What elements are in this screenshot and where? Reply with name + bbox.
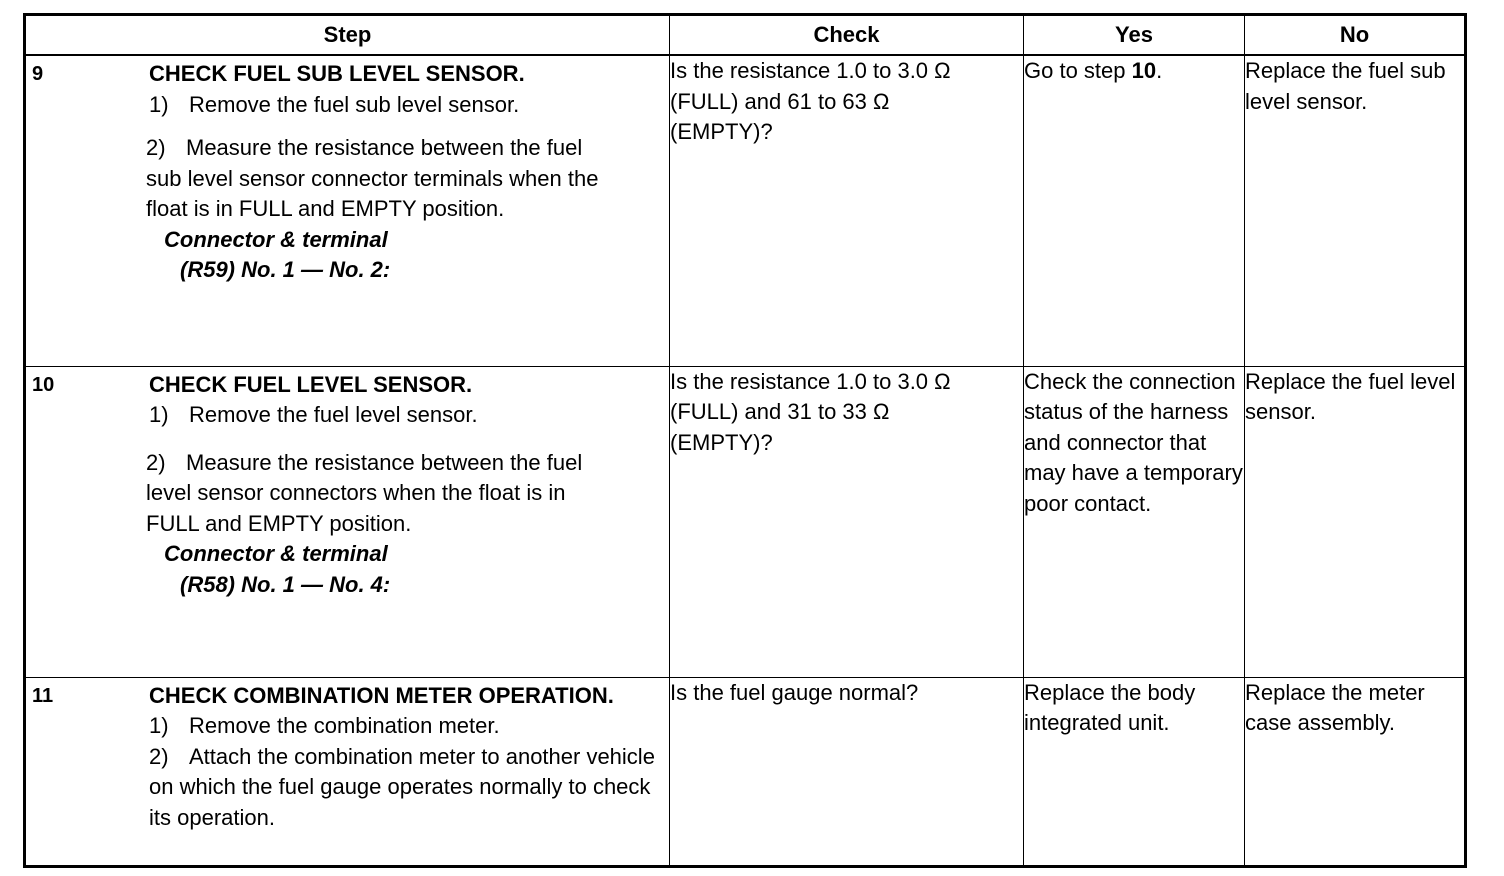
sub-step-text-line: Measure the resistance between the fuel	[186, 449, 583, 475]
connector-label: Connector & terminal	[164, 541, 388, 566]
yes-prefix: Go to step	[1024, 58, 1132, 83]
sub-step-text: Remove the fuel level sensor.	[189, 402, 478, 427]
no-text: Replace the meter case assembly.	[1245, 679, 1425, 735]
diagnostic-table	[23, 13, 1467, 868]
check-cell	[670, 677, 1024, 866]
yes-cell	[1024, 366, 1245, 677]
check-text: Is the resistance 1.0 to 3.0 Ω (FULL) and 61 to 63 Ω (EMPTY)?	[670, 58, 951, 144]
table-row	[25, 366, 1466, 677]
sub-step-text-line: sub level sensor connector terminals when the	[146, 165, 599, 191]
sub-step-number: 2)	[146, 135, 166, 160]
sub-step-2	[146, 742, 661, 834]
step-body	[26, 678, 669, 834]
sub-step-number: 2)	[149, 743, 169, 769]
header-no: No	[1245, 15, 1466, 56]
step-cell	[25, 366, 670, 677]
check-cell	[670, 55, 1024, 366]
no-cell	[1245, 366, 1466, 677]
connector-value: (R58) No. 1 — No. 4:	[180, 571, 391, 597]
sub-step-text: Remove the combination meter.	[189, 713, 500, 738]
sub-step-2	[146, 133, 661, 164]
step-title: CHECK FUEL SUB LEVEL SENSOR.	[149, 61, 525, 86]
sub-step-number: 1)	[149, 91, 169, 117]
yes-cell	[1024, 55, 1245, 366]
no-text: Replace the fuel sub level sensor.	[1245, 58, 1446, 114]
header-step: Step	[25, 15, 670, 56]
sub-step-text-line: FULL and EMPTY position.	[146, 510, 412, 536]
no-cell	[1245, 677, 1466, 866]
sub-step-2	[146, 448, 661, 479]
table-row	[25, 677, 1466, 866]
connector-label: Connector & terminal	[164, 226, 388, 252]
yes-text: Check the connection status of the harness and connector that may have a temporary poor contact.	[1024, 368, 1243, 516]
sub-step-text-line: level sensor connectors when the float is in	[146, 480, 566, 505]
step-body	[26, 56, 669, 286]
no-cell	[1245, 55, 1466, 366]
yes-text: Replace the body integrated unit.	[1024, 679, 1196, 735]
step-title: CHECK FUEL LEVEL SENSOR.	[149, 371, 473, 397]
sub-step-text: Attach the combination meter to another vehicle on which the fuel gauge operates normally to check its operation.	[149, 743, 655, 830]
sub-step-text-line: float is in FULL and EMPTY position.	[146, 196, 505, 221]
table-row	[25, 55, 1466, 366]
sub-step-number: 2)	[146, 449, 166, 475]
header-row	[25, 15, 1466, 56]
step-title: CHECK COMBINATION METER OPERATION.	[149, 682, 614, 708]
yes-suffix: .	[1156, 58, 1163, 83]
yes-text	[1024, 56, 1244, 87]
connector-value: (R59) No. 1 — No. 2:	[180, 257, 391, 282]
step-number: 11	[32, 684, 54, 707]
step-number: 10	[32, 373, 55, 396]
sub-step-1	[146, 711, 661, 742]
sub-step-number: 1)	[149, 402, 169, 427]
step-cell	[25, 677, 670, 866]
header-yes: Yes	[1024, 15, 1245, 56]
sub-step-number: 1)	[149, 713, 169, 738]
check-text: Is the fuel gauge normal?	[670, 679, 919, 705]
check-cell	[670, 366, 1024, 677]
step-cell	[25, 55, 670, 366]
sub-step-1	[146, 400, 661, 431]
header-check: Check	[670, 15, 1024, 56]
yes-cell	[1024, 677, 1245, 866]
check-text: Is the resistance 1.0 to 3.0 Ω (FULL) and 31 to 33 Ω (EMPTY)?	[670, 368, 951, 455]
yes-step-ref: 10	[1131, 58, 1157, 83]
no-text: Replace the fuel level sensor.	[1245, 368, 1456, 424]
sub-step-text-line: Measure the resistance between the fuel	[186, 135, 583, 160]
sub-step-text: Remove the fuel sub level sensor.	[189, 91, 520, 117]
step-number: 9	[32, 63, 44, 85]
step-body	[26, 367, 669, 601]
diagnostic-table-sheet	[23, 13, 1464, 864]
sub-step-1	[146, 90, 661, 121]
